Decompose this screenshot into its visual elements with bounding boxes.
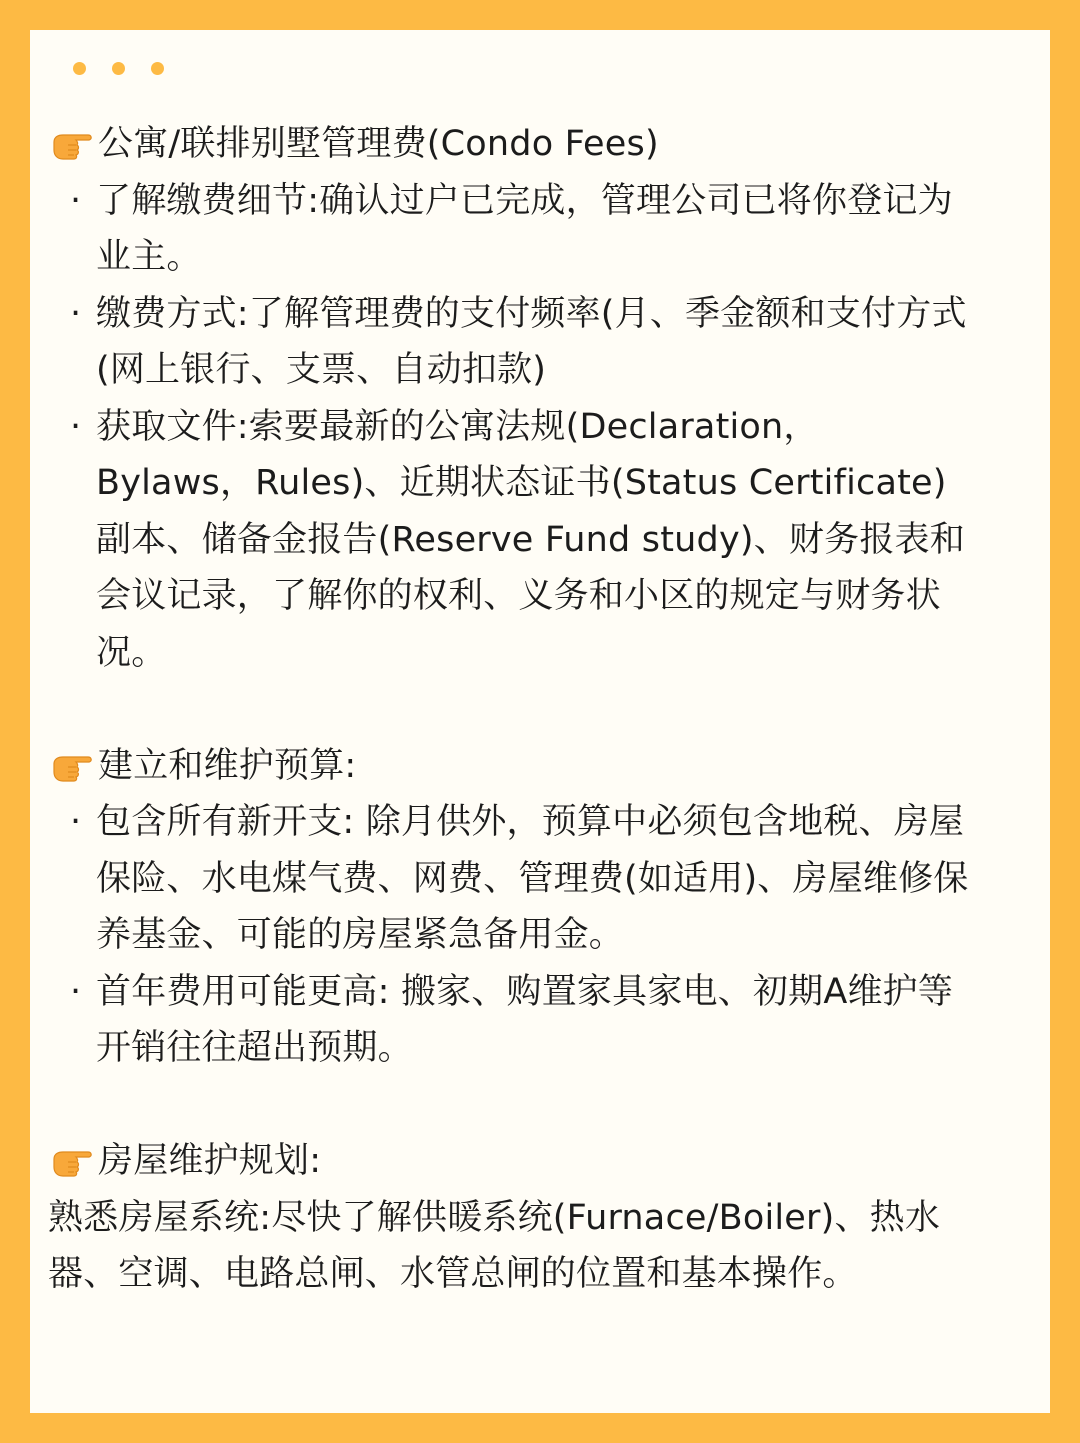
document-body (48, 116, 1028, 1303)
list-item-text: 了解缴费细节:确认过户已完成，管理公司已将你登记为业主。 (96, 180, 953, 277)
list-item-text: 缴费方式:了解管理费的支付频率(月、季金额和支付方式(网上银行、支票、自动扣款) (96, 293, 967, 390)
pointing-hand-icon (52, 129, 94, 161)
section-spacer (48, 1077, 1028, 1134)
list-item-text: 包含所有新开支: 除月供外，预算中必须包含地税、房屋保险、水电煤气费、网费、管理费(如适用)、房屋维修保养基金、可能的房屋紧急备用金。 (96, 802, 969, 955)
pointing-hand-icon (52, 751, 94, 783)
dot-2 (112, 62, 125, 75)
bullet-marker: · (70, 293, 82, 334)
content-card (30, 30, 1050, 1413)
section-title-text: 公寓/联排别墅管理费(Condo Fees) (98, 124, 659, 164)
list-item-text: 获取文件:索要最新的公寓法规(Declaration，Bylaws，Rules)、近期状态证书(Status Certificate)副本、储备金报告(Reserve Fund study)、财务报表和会议记录，了解你的权利、义务和小区的规定与财务状况。 (96, 406, 965, 673)
window-dots (73, 62, 164, 75)
dot-1 (73, 62, 86, 75)
list-item (48, 173, 976, 286)
bullet-marker: · (70, 971, 82, 1012)
section-title-text: 建立和维护预算: (98, 745, 357, 786)
section-title-budget (48, 738, 1028, 795)
list-item (48, 399, 976, 682)
list-item-text: 首年费用可能更高: 搬家、购置家具家电、初期A维护等开销往往超出预期。 (96, 971, 954, 1068)
paragraph: 熟悉房屋系统:尽快了解供暖系统(Furnace/Boiler)、热水器、空调、电路总闸、水管总闸的位置和基本操作。 (48, 1197, 941, 1294)
list-item (48, 794, 976, 964)
pointing-hand-icon (52, 1146, 94, 1178)
section-title-condo-fees (48, 116, 1028, 173)
list-item (48, 286, 976, 399)
list-item (48, 964, 976, 1077)
dot-3 (151, 62, 164, 75)
section-spacer (48, 681, 1028, 738)
bullet-marker: · (70, 802, 82, 842)
bullet-marker: · (70, 180, 82, 221)
section-title-text: 房屋维护规划: (98, 1141, 322, 1181)
bullet-marker: · (70, 406, 82, 447)
section-title-maintenance (48, 1133, 1028, 1190)
